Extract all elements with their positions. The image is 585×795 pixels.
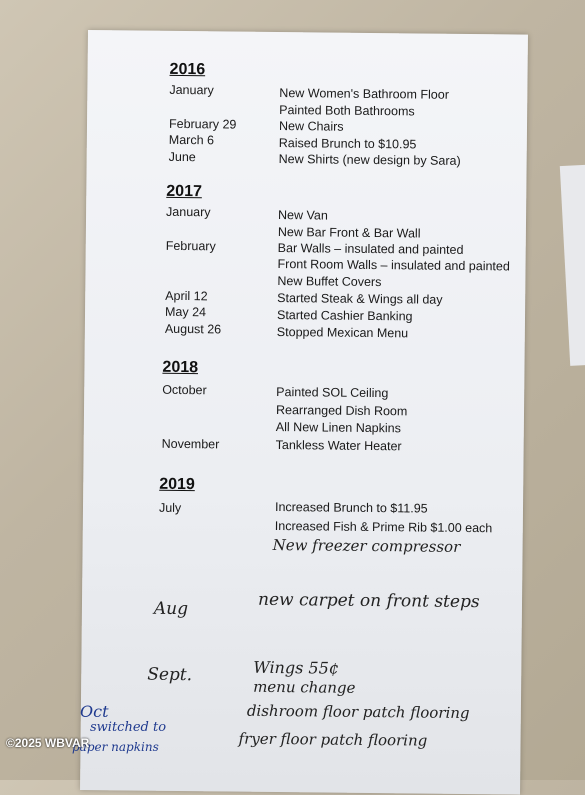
handwritten-note: menu change xyxy=(253,677,356,697)
handwritten-note: dishroom floor patch flooring xyxy=(246,701,470,723)
entry-date: February 29 xyxy=(168,116,237,132)
year-heading: 2017 xyxy=(166,182,202,201)
handwritten-note: fryer floor patch flooring xyxy=(238,729,428,750)
handwritten-label: Aug xyxy=(153,598,189,620)
handwritten-list-paper xyxy=(80,30,528,795)
entry-date: April 12 xyxy=(165,288,208,304)
handwritten-note: Wings 55¢ xyxy=(253,657,340,678)
entry-date: January xyxy=(166,204,211,220)
entry-text: New Chairs xyxy=(278,119,344,134)
entry-date: February xyxy=(165,238,216,254)
entry-text: New Bar Front & Bar Wall xyxy=(277,225,421,241)
entry-text: All New Linen Napkins xyxy=(275,419,401,436)
entry-text: Started Steak & Wings all day xyxy=(277,290,443,307)
entry-date: May 24 xyxy=(164,304,207,320)
entry-date: August 26 xyxy=(164,321,222,337)
handwritten-note: new carpet on front steps xyxy=(257,589,480,613)
entry-text: Increased Brunch to $11.95 xyxy=(274,499,428,516)
handwritten-label: Oct xyxy=(80,702,109,721)
entry-text: New Shirts (new design by Sara) xyxy=(278,152,461,168)
entry-text: New Van xyxy=(277,208,328,223)
handwritten-note: paper napkins xyxy=(72,740,159,754)
handwritten-note: New freezer compressor xyxy=(272,535,461,556)
entry-text: Painted Both Bathrooms xyxy=(279,103,415,119)
entry-date: June xyxy=(168,149,196,165)
entry-date: January xyxy=(169,82,214,98)
entry-text: Stopped Mexican Menu xyxy=(276,324,409,341)
entry-text: Rearranged Dish Room xyxy=(275,402,408,419)
entry-text: Tankless Water Heater xyxy=(275,437,402,454)
year-heading: 2019 xyxy=(159,475,195,494)
handwritten-label: Sept. xyxy=(147,664,193,686)
entry-text: Raised Brunch to $10.95 xyxy=(278,136,417,152)
handwritten-note: switched to xyxy=(90,720,167,735)
entry-date: March 6 xyxy=(168,132,215,148)
year-heading: 2018 xyxy=(162,358,199,377)
entry-date: July xyxy=(158,500,182,516)
background-paper xyxy=(560,164,585,366)
entry-text: Bar Walls – insulated and painted xyxy=(277,240,464,257)
entry-date: October xyxy=(162,382,207,398)
entry-date: November xyxy=(161,436,220,452)
year-heading: 2016 xyxy=(169,60,206,79)
entry-text: New Women's Bathroom Floor xyxy=(279,86,449,102)
watermark: ©2025 WBVAR xyxy=(6,736,90,750)
entry-text: Started Cashier Banking xyxy=(276,307,413,324)
entry-text: Front Room Walls – insulated and painted xyxy=(277,256,510,274)
entry-text: Increased Fish & Prime Rib $1.00 each xyxy=(274,518,493,536)
entry-text: New Buffet Covers xyxy=(277,273,382,290)
entry-text: Painted SOL Ceiling xyxy=(276,384,389,401)
